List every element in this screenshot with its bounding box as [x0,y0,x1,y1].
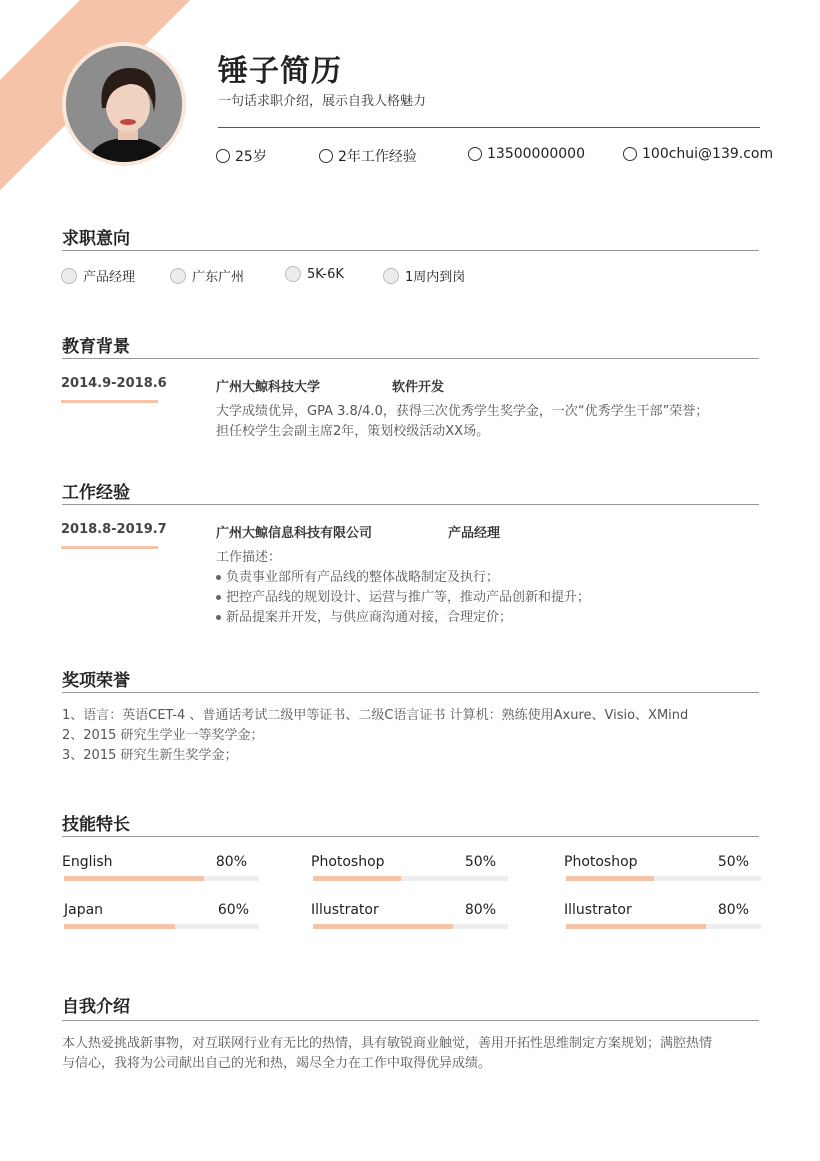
education-date: 2014.9-2018.6 [61,376,167,391]
section-divider [62,504,759,505]
skill-name: Japan [64,902,104,918]
phone-text: 13500000000 [487,146,585,162]
section-divider [62,692,759,693]
date-accent-bar [61,400,158,403]
experience-text: 2年工作经验 [338,149,417,165]
skill-percent: 80% [464,902,496,918]
work-date: 2018.8-2019.7 [61,522,167,537]
work-item: 把控产品线的规划设计、运营与推广等，推动产品创新和提升； [216,588,590,608]
cake-icon [216,149,230,163]
bullet-icon [216,575,221,580]
page-title: 锤子简历 [218,54,342,89]
skill-fill [566,876,654,881]
skill-percent: 50% [464,854,496,870]
phone-icon [468,147,482,161]
clock-icon [383,268,399,284]
skill-name: English [62,854,113,870]
info-phone [468,146,585,162]
email-text: 100chui@139.com [642,146,774,162]
major-name: 软件开发 [392,380,445,395]
slogan: 一句话求职介绍，展示自我人格魅力 [218,94,427,109]
skill-track [64,924,259,929]
school-name: 广州大鲸科技大学 [216,380,321,395]
skill-track [64,876,259,881]
info-experience [319,146,417,166]
skill-track [313,876,508,881]
intent-position: 产品经理 [61,266,135,285]
work-item: 负责事业部所有产品线的整体战略制定及执行； [216,568,499,588]
section-title-intent: 求职意向 [62,229,130,249]
about-line-1: 本人热爱挑战新事物，对互联网行业有无比的热情，具有敏锐商业触觉，善用开拓性思维制定方案规划；满腔热情 [62,1036,713,1051]
section-divider [62,1020,759,1021]
skill-fill [566,924,706,929]
yen-icon [285,266,301,282]
intent-city: 广东广州 [170,266,244,285]
skill-percent: 50% [717,854,749,870]
section-divider [62,836,759,837]
skill-name: Illustrator [311,902,379,918]
work-desc-label: 工作描述： [216,550,282,565]
portrait-illustration [66,46,186,166]
skill-fill [64,924,175,929]
briefcase-icon [319,149,333,163]
skill-fill [64,876,204,881]
skill-percent: 80% [717,902,749,918]
skill-name: Photoshop [311,854,385,870]
award-line-2: 2、2015 研究生学业一等奖学金； [62,728,264,743]
info-email [623,146,773,162]
section-divider [62,358,759,359]
skill-fill [313,876,401,881]
education-detail-1: 大学成绩优异，GPA 3.8/4.0，获得三次优秀学生奖学金，一次“优秀学生干部”荣誉； [216,404,709,419]
company-name: 广州大鲸信息科技有限公司 [216,526,373,541]
mail-icon [623,147,637,161]
skill-percent: 60% [217,902,249,918]
skill-fill [313,924,453,929]
date-accent-bar [61,546,158,549]
skill-track [566,876,761,881]
skill-name: Photoshop [564,854,638,870]
skill-percent: 80% [215,854,247,870]
medal-icon [61,268,77,284]
avatar [62,42,186,166]
section-title-awards: 奖项荣誉 [62,671,130,691]
job-role: 产品经理 [448,526,501,541]
header-divider [218,127,760,128]
intent-salary: 5K-6K [285,266,344,282]
bullet-icon [216,595,221,600]
award-line-1: 1、语言：英语CET-4 、普通话考试二级甲等证书、二级C语言证书 计算机：熟练使用Axure、Visio、XMind [62,708,689,723]
section-divider [62,250,759,251]
skill-name: Illustrator [564,902,632,918]
intent-availability: 1周内到岗 [383,266,465,285]
section-title-about: 自我介绍 [62,997,130,1017]
section-title-work: 工作经验 [62,483,130,503]
about-line-2: 与信心，我将为公司献出自己的光和热，竭尽全力在工作中取得优异成绩。 [62,1056,492,1071]
section-title-education: 教育背景 [62,337,130,357]
age-text: 25岁 [235,149,267,165]
bullet-icon [216,615,221,620]
award-line-3: 3、2015 研究生新生奖学金； [62,748,238,763]
education-detail-2: 担任校学生会副主席2年，策划校级活动XX场。 [216,424,490,439]
section-title-skills: 技能特长 [62,815,130,835]
work-item: 新品提案并开发，与供应商沟通对接，合理定价； [216,608,512,628]
skill-track [566,924,761,929]
skill-track [313,924,508,929]
info-age [216,146,267,166]
location-pin-icon [170,268,186,284]
